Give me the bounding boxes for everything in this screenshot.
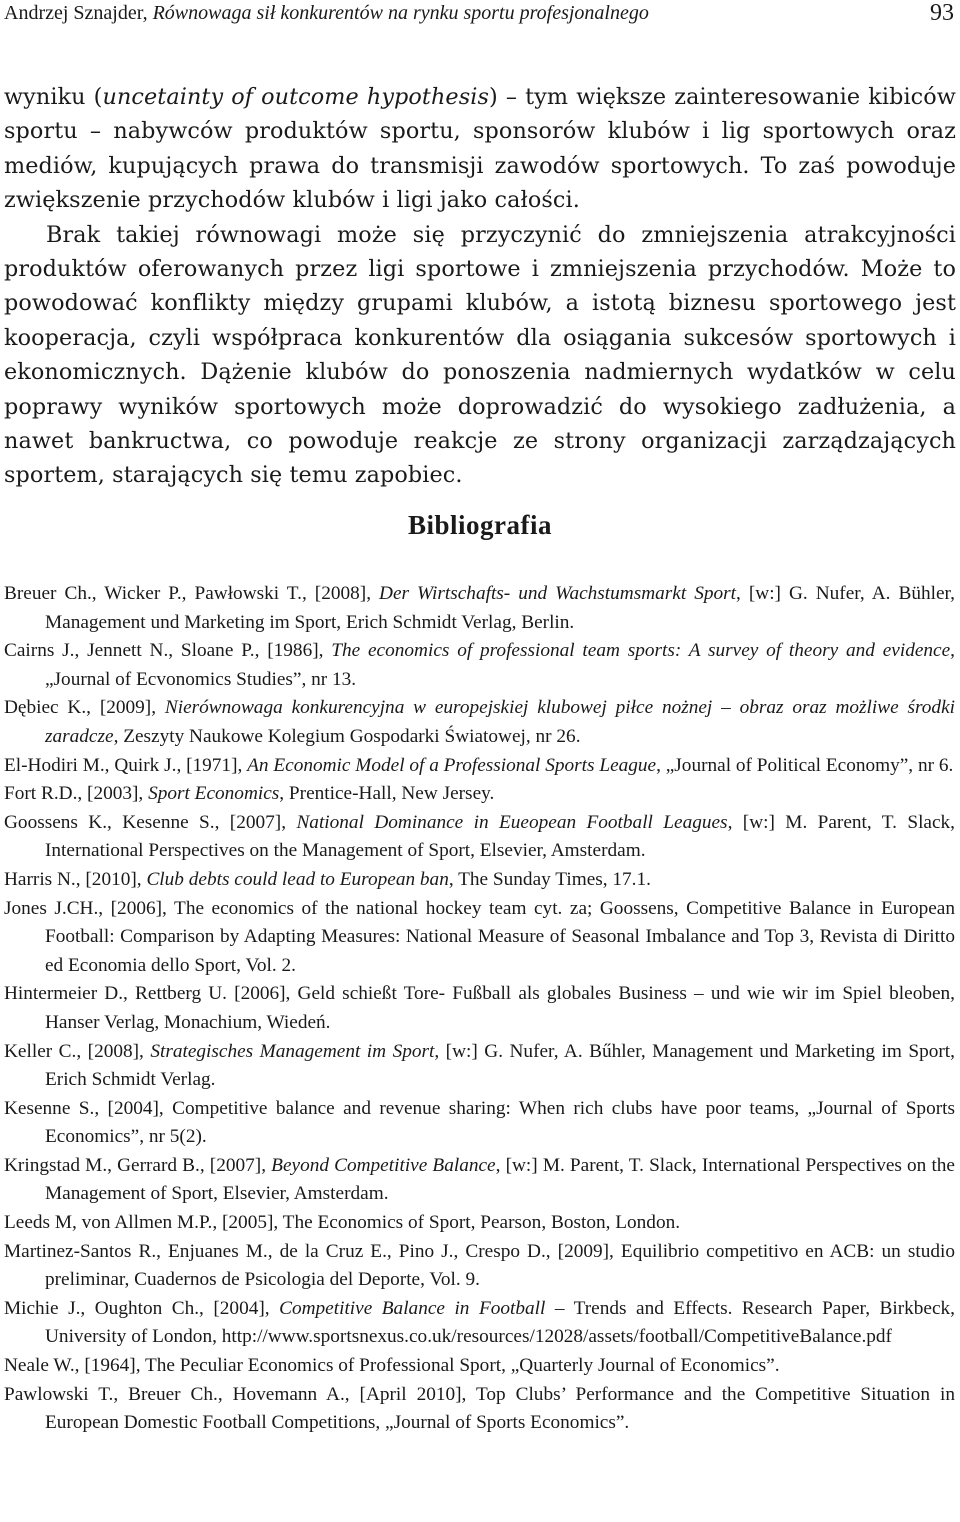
header-author: Andrzej Sznajder, [4, 2, 153, 24]
header-article-title: Równowaga sił konkurentów na rynku sportu profesjonalnego [152, 2, 649, 24]
body-text [4, 80, 956, 493]
reference-8: Jones J.CH., [2006], The economics of the national hockey team cyt. za; Goossens, Competitive Balance in European Football: Comparison by Adapting Measures: National Measure of Seasonal Imbalance and Top 3, Revista di Diritto ed Economia dello Sport, Vol. 2. [4, 897, 955, 976]
reference-7: Harris N., [2010], Club debts could lead to European ban, The Sunday Times, 17.1. [4, 868, 651, 890]
reference-12: Kringstad M., Gerrard B., [2007], Beyond Competitive Balance, [w:] M. Parent, T. Slack, International Perspectives on the Management of Sport, Elsevier, Amsterdam. [4, 1154, 955, 1205]
running-header [4, 2, 954, 25]
reference-16: Neale W., [1964], The Peculiar Economics of Professional Sport, „Quarterly Journal of Economics”. [4, 1355, 780, 1377]
reference-9: Hintermeier D., Rettberg U. [2006], Geld schießt Tore- Fußball als globales Business – und wie wir im Spiel bleoben, Hanser Verlag, Monachium, Wiedeń. [4, 983, 955, 1033]
reference-15: Michie J., Oughton Ch., [2004], Competitive Balance in Football – Trends and Effects. Research Paper, Birkbeck, University of London, http://www.sportsnexus.co.uk/resources/12028/assets/football/CompetitiveBalance.pdf [4, 1297, 956, 1348]
reference-5: Fort R.D., [2003], Sport Economics, Prentice-Hall, New Jersey. [4, 783, 495, 805]
paragraph-1: wyniku (uncetainty of outcome hypothesis) – tym większe zainteresowanie kibiców sportu – nabywców produktów sportu, sponsorów klubów i lig sportowych oraz mediów, kupujących prawa do transmisji zawodów sportowych. To zaś powoduje zwiększenie przychodów klubów i ligi jako całości. [4, 84, 956, 214]
reference-1: Breuer Ch., Wicker P., Pawłowski T., [2008], Der Wirtschafts- und Wachstumsmarkt Sport, [w:] G. Nufer, A. Bühler, Management und Marketing im Sport, Erich Schmidt Verlag, Berlin. [4, 583, 955, 633]
reference-14: Martinez-Santos R., Enjuanes M., de la Cruz E., Pino J., Crespo D., [2009], Equilibrio competitivo en ACB: un studio preliminar, Cuadernos de Psicologia del Deporte, Vol. 9. [4, 1240, 955, 1291]
reference-6: Goossens K., Kesenne S., [2007], National Dominance in Eueopean Football Leagues, [w:] M. Parent, T. Slack, International Perspectives on the Management of Sport, Elsevier, Amsterdam. [4, 811, 955, 862]
reference-17: Pawlowski T., Breuer Ch., Hovemann A., [April 2010], Top Clubs’ Performance and the Competitive Situation in European Domestic Football Competitions, „Journal of Sports Economics”. [4, 1383, 955, 1434]
reference-10: Keller C., [2008], Strategisches Management im Sport, [w:] G. Nufer, A. Bűhler, Management und Marketing im Sport, Erich Schmidt Verlag. [4, 1040, 955, 1091]
reference-13: Leeds M, von Allmen M.P., [2005], The Economics of Sport, Pearson, Boston, London. [4, 1212, 681, 1234]
bibliography-heading: Bibliografia [407, 510, 552, 540]
reference-3: Dębiec K., [2009], Nierównowaga konkurencyjna w europejskiej klubowej piłce nożnej – obraz oraz możliwe środki zaradcze, Zeszyty Naukowe Kolegium Gospodarki Światowej, nr 26. [4, 697, 955, 747]
reference-4: El-Hodiri M., Quirk J., [1971], An Economic Model of a Professional Sports League, „Journal of Political Economy”, nr 6. [4, 754, 954, 776]
hypothesis-term: uncetainty of outcome hypothesis [102, 84, 490, 110]
bibliography-list [4, 580, 955, 1438]
page-number: 93 [930, 0, 954, 26]
paragraph-2: Brak takiej równowagi może się przyczynić do zmniejszenia atrakcyjności produktów oferowanych przez ligi sportowe i zmniejszenia przychodów. Może to powodować konflikty między grupami klubów, a istotą biznesu sportowego jest kooperacja, czyli współpraca konkurentów dla osiągania sukcesów sportowych i ekonomicznych. Dążenie klubów do ponoszenia nadmiernych wydatków w celu poprawy wyników sportowych może doprowadzić do wysokiego zadłużenia, a nawet bankructwa, co powoduje reakcje ze strony organizacji zarządzających sportem, starających się temu zapobiec. [4, 221, 956, 489]
reference-11: Kesenne S., [2004], Competitive balance and revenue sharing: When rich clubs have poor teams, „Journal of Sports Economics”, nr 5(2). [4, 1097, 955, 1148]
reference-2: Cairns J., Jennett N., Sloane P., [1986], The economics of professional team sports: A survey of theory and evidence, „Journal of Ecvonomics Studies”, nr 13. [4, 640, 955, 690]
